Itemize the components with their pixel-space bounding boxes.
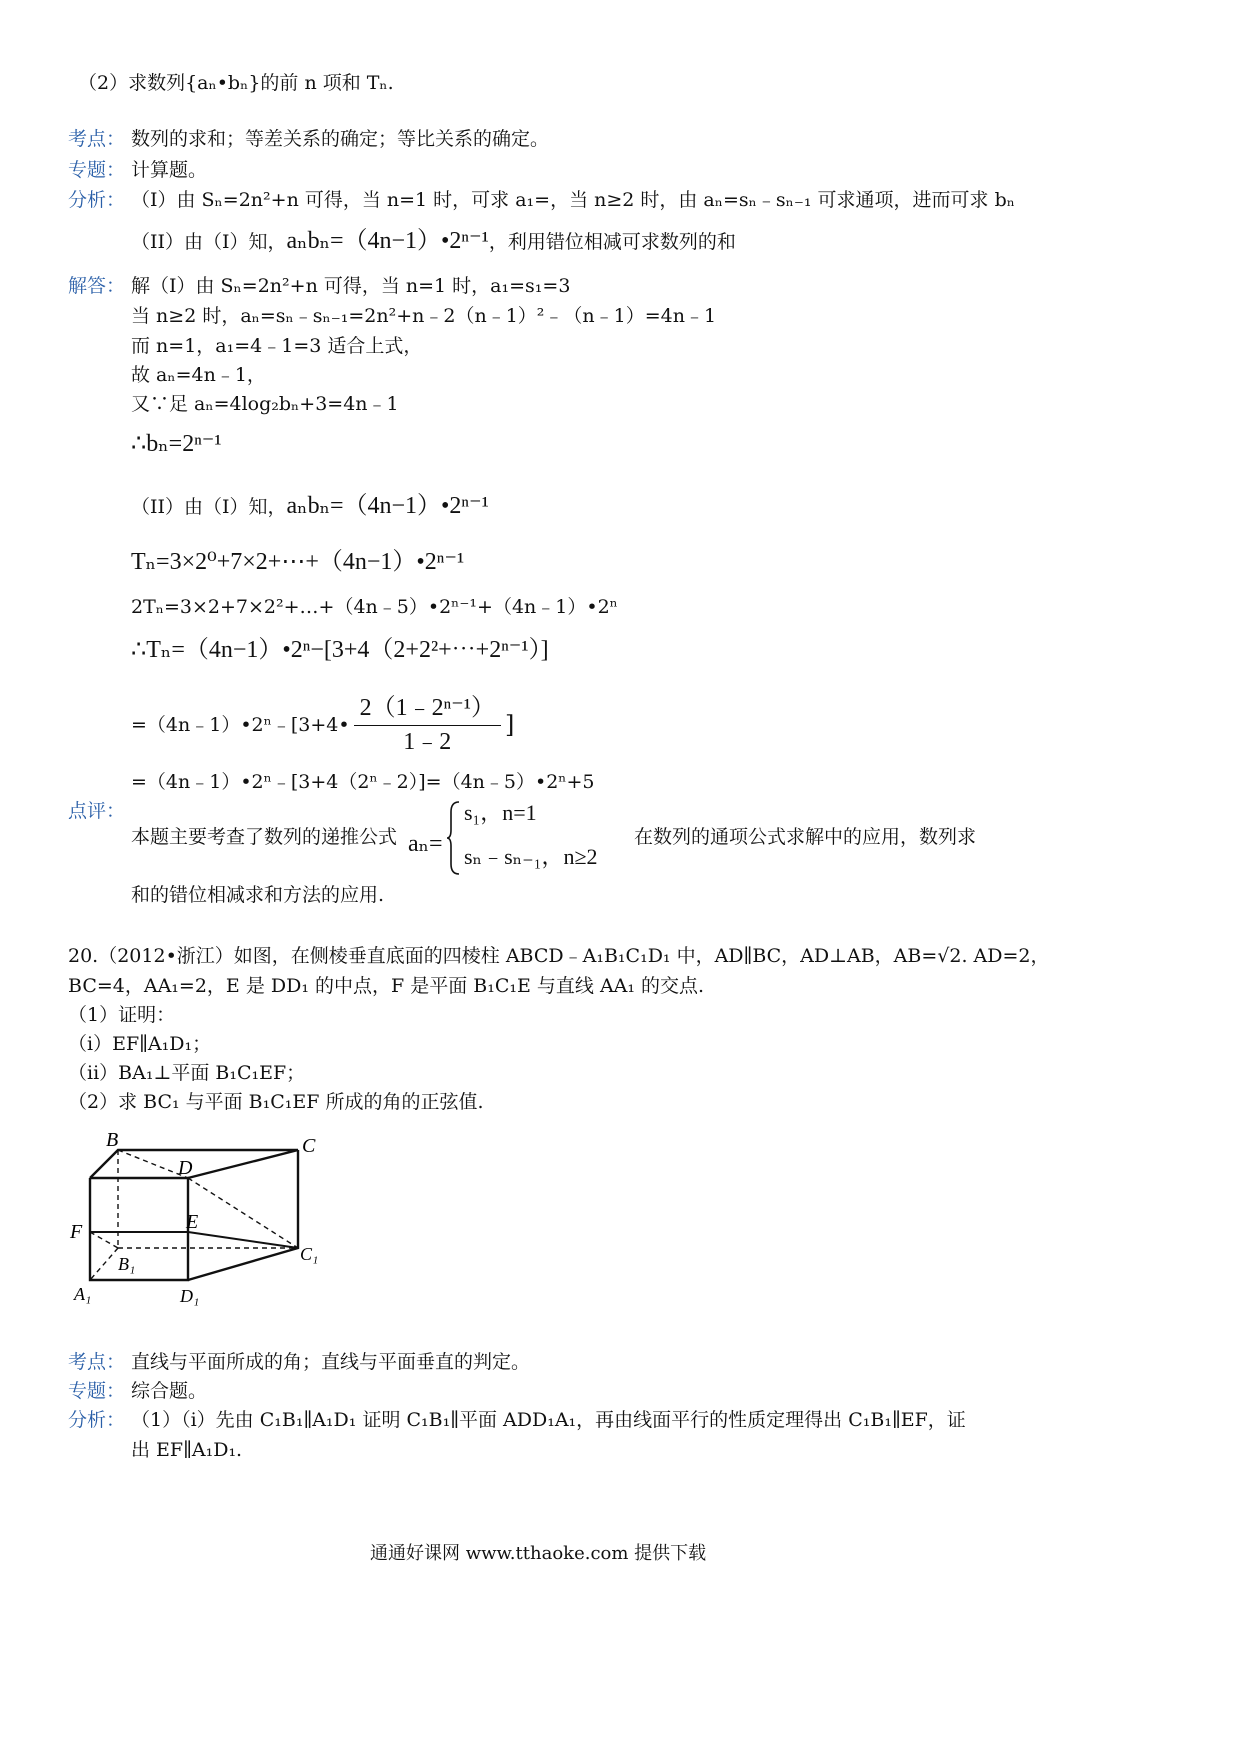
front-face-edges [90, 1178, 188, 1280]
dianping-pre: 本题主要考查了数列的递推公式 [131, 826, 398, 848]
label-D1: D₁ [180, 1286, 200, 1306]
p20-kaodian-text: 直线与平面所成的角；直线与平面垂直的判定。 [131, 1351, 531, 1373]
p20-q1-i: （i）EF∥A₁D₁； [68, 1033, 212, 1055]
fenxi-line-2-formula: aₙbₙ=（4n−1）•2ⁿ⁻¹ [286, 228, 489, 254]
top-face-edges [90, 1150, 298, 1178]
solution-line-5: 又∵足 aₙ=4log₂bₙ+3=4n﹣1 [131, 393, 399, 415]
jieda-label: 解答： [68, 275, 126, 297]
fenxi-label: 分析： [68, 189, 126, 211]
prism-figure [60, 1120, 340, 1310]
solution-line-7-pre: （II）由（I）知， [131, 496, 287, 518]
p20-fenxi-line-1: （1）（i）先由 C₁B₁∥A₁D₁ 证明 C₁B₁∥平面 ADD₁A₁，再由线面平行的性质定理得出 C₁B₁∥EF，证 [131, 1409, 966, 1431]
label-C: C [302, 1135, 316, 1157]
label-D: D [178, 1157, 193, 1179]
dianping-line-2: 和的错位相减求和方法的应用. [131, 884, 385, 906]
label-F: F [70, 1221, 83, 1243]
label-B1: B₁ [118, 1254, 136, 1274]
label-A1: A₁ [74, 1284, 92, 1304]
p20-q2: （2）求 BC₁ 与平面 B₁C₁EF 所成的角的正弦值. [68, 1091, 484, 1113]
fraction-numerator: 2（1﹣2ⁿ⁻¹） [354, 694, 501, 726]
right-face-edges [188, 1150, 298, 1280]
solution-line-4: 故 aₙ=4n﹣1， [131, 364, 266, 386]
fenxi-line-1: （I）由 Sₙ=2n²+n 可得，当 n=1 时，可求 a₁=，当 n≥2 时，由 aₙ=sₙ﹣sₙ₋₁ 可求通项，进而可求 bₙ [131, 189, 1015, 211]
solution-line-7-formula: aₙbₙ=（4n−1）•2ⁿ⁻¹ [286, 493, 489, 519]
question-2-text: （2）求数列{aₙ•bₙ}的前 n 项和 Tₙ. [78, 72, 394, 94]
dianping-case-2: sₙ﹣sₙ₋₁，n≥2 [464, 844, 598, 869]
p20-stem-line-2: BC=4，AA₁=2，E 是 DD₁ 的中点，F 是平面 B₁C₁E 与直线 AA₁ 的交点. [68, 975, 705, 997]
p20-fenxi-label: 分析： [68, 1409, 126, 1431]
dianping-post: 在数列的通项公式求解中的应用，数列求 [634, 826, 977, 848]
section-edges [90, 1232, 298, 1248]
p20-zhuanti-text: 综合题。 [131, 1380, 208, 1402]
dianping-an: aₙ= [408, 831, 443, 857]
p20-stem-line-1: 20.（2012•浙江）如图，在侧棱垂直底面的四棱柱 ABCD﹣A₁B₁C₁D₁ 中，AD∥BC，AD⊥AB，AB=√2. AD=2， [68, 945, 1050, 967]
dianping-label: 点评： [68, 800, 126, 822]
solution-line-9: 2Tₙ=3×2+7×2²+…+（4n﹣5）•2ⁿ⁻¹+（4n﹣1）•2ⁿ [131, 596, 618, 618]
label-E: E [186, 1211, 199, 1233]
fenxi-line-2-post: ，利用错位相减可求数列的和 [488, 231, 736, 253]
fenxi-line-2 [131, 227, 736, 256]
fraction [354, 694, 501, 757]
fraction-denominator: 1﹣2 [403, 728, 452, 755]
solution-line-2: 当 n≥2 时，aₙ=sₙ﹣sₙ₋₁=2n²+n﹣2（n﹣1）²﹣（n﹣1）=4n﹣1 [131, 305, 717, 327]
p20-fenxi-line-2: 出 EF∥A₁D₁. [131, 1439, 243, 1461]
label-B: B [106, 1129, 119, 1151]
solution-line-3: 而 n=1，a₁=4﹣1=3 适合上式， [131, 335, 423, 357]
p20-kaodian-label: 考点： [68, 1351, 126, 1373]
solution-line-10: ∴Tₙ=（4n−1）•2ⁿ−[3+4（2+2²+⋯+2ⁿ⁻¹）] [131, 637, 549, 663]
solution-line-12: =（4n﹣1）•2ⁿ﹣[3+4（2ⁿ﹣2）]=（4n﹣5）•2ⁿ+5 [131, 771, 595, 793]
footer-text: 通通好课网 www.tthaoke.com 提供下载 [370, 1543, 707, 1564]
fenxi-line-2-pre: （II）由（I）知， [131, 231, 287, 253]
dianping-case-1: s₁，n=1 [464, 800, 537, 825]
kaodian-label: 考点： [68, 128, 126, 150]
solution-line-1: 解（I）由 Sₙ=2n²+n 可得，当 n=1 时，a₁=s₁=3 [131, 275, 571, 297]
label-C1: C₁ [300, 1244, 319, 1264]
solution-line-11 [131, 694, 514, 757]
zhuanti-text: 计算题。 [131, 159, 208, 181]
solution-line-11-post: ] [505, 710, 515, 739]
zhuanti-label: 专题： [68, 159, 126, 181]
kaodian-text: 数列的求和；等差关系的确定；等比关系的确定。 [131, 128, 550, 150]
solution-line-7 [131, 492, 489, 521]
p20-q1-ii: （ii）BA₁⊥平面 B₁C₁EF； [68, 1062, 306, 1084]
left-brace-icon [446, 800, 462, 876]
solution-line-6: ∴bₙ=2ⁿ⁻¹ [131, 431, 222, 457]
p20-q1: （1）证明： [68, 1004, 176, 1026]
p20-zhuanti-label: 专题： [68, 1380, 126, 1402]
solution-line-8: Tₙ=3×2⁰+7×2+⋯+（4n−1）•2ⁿ⁻¹ [131, 549, 465, 575]
solution-line-11-pre: =（4n﹣1）•2ⁿ﹣[3+4• [131, 713, 350, 736]
